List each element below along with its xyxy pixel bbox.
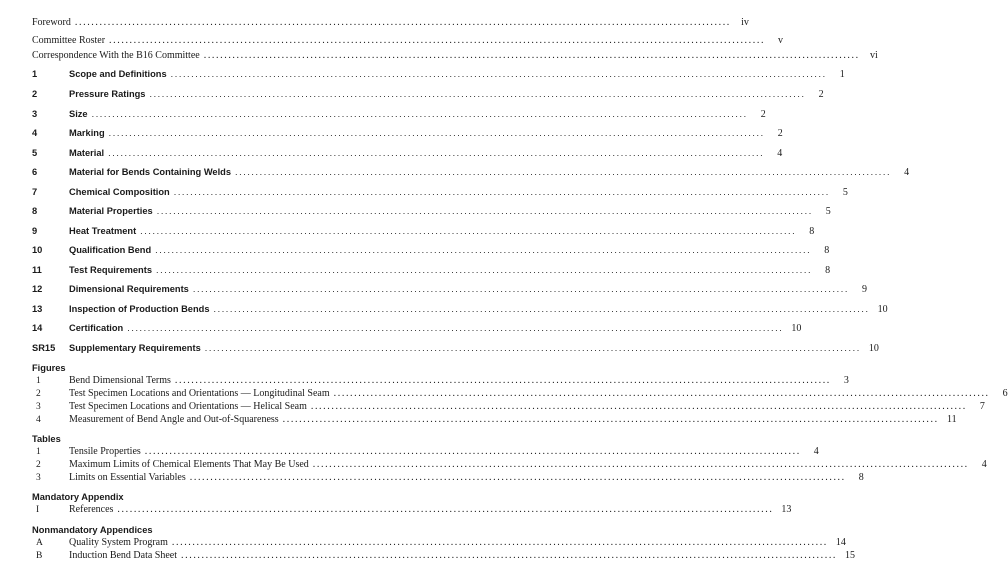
section-number: 5 — [32, 148, 38, 158]
section-number: 3 — [32, 109, 38, 119]
toc-figure-2[interactable] — [32, 388, 1008, 399]
toc-appendix-B[interactable] — [32, 550, 856, 561]
toc-section-5[interactable] — [32, 148, 783, 159]
appendix-title: Induction Bend Data Sheet — [69, 550, 178, 561]
dot-leader: ................................................................................................................................................................ — [117, 504, 774, 515]
figure-page: 3 — [843, 375, 849, 386]
dot-leader: ................................................................................................................................................................ — [181, 550, 838, 561]
dot-leader: ................................................................................................................................................................ — [156, 206, 813, 216]
dot-leader: ................................................................................................................................................................ — [174, 375, 831, 386]
figure-number: 3 — [36, 402, 41, 412]
toc-entry-title: Correspondence With the B16 Committee — [32, 50, 200, 61]
section-page: 4 — [777, 148, 783, 159]
toc-appendix-A[interactable] — [32, 537, 846, 548]
dot-leader: ................................................................................................................................................................ — [310, 401, 967, 412]
section-number: 2 — [32, 89, 38, 99]
figure-number: 4 — [36, 415, 41, 425]
table-page: 4 — [813, 446, 819, 457]
section-page: 2 — [818, 89, 824, 100]
table-title: Tensile Properties — [69, 446, 141, 457]
section-page: 10 — [877, 304, 888, 315]
dot-leader: ................................................................................................................................................................ — [203, 50, 860, 61]
section-number: 7 — [32, 187, 38, 197]
dot-leader: ................................................................................................................................................................ — [333, 388, 990, 399]
section-number: 13 — [32, 304, 43, 314]
toc-section-4[interactable] — [32, 128, 783, 139]
section-page: 5 — [842, 187, 848, 198]
toc-appendix-I[interactable] — [32, 504, 792, 515]
dot-leader: ................................................................................................................................................................ — [173, 187, 830, 197]
toc-figure-3[interactable] — [32, 401, 985, 412]
toc-entry-committee-roster[interactable] — [32, 35, 784, 46]
dot-leader: ................................................................................................................................................................ — [235, 167, 892, 177]
figure-title: Test Specimen Locations and Orientations — Helical Seam — [69, 401, 307, 412]
section-title: Material — [69, 148, 105, 158]
section-title: Dimensional Requirements — [69, 284, 189, 294]
section-page: 10 — [868, 343, 879, 354]
section-page: 8 — [824, 245, 830, 256]
toc-entry-foreword[interactable] — [32, 17, 749, 28]
dot-leader: ................................................................................................................................................................ — [149, 89, 806, 99]
figure-number: 1 — [36, 376, 41, 386]
section-title: Heat Treatment — [69, 226, 137, 236]
section-page: 8 — [809, 226, 815, 237]
table-number: 1 — [36, 447, 41, 457]
section-title: Test Requirements — [69, 265, 153, 275]
toc-section-9[interactable] — [32, 226, 815, 237]
toc-entry-title: Foreword — [32, 17, 71, 28]
dot-leader: ................................................................................................................................................................ — [108, 148, 765, 158]
toc-figure-1[interactable] — [32, 375, 849, 386]
toc-entry-page: iv — [741, 17, 749, 28]
section-page: 4 — [904, 167, 910, 178]
figure-page: 7 — [979, 401, 985, 412]
toc-table-1[interactable] — [32, 446, 819, 457]
appendix-title: References — [69, 504, 114, 515]
dot-leader: ................................................................................................................................................................ — [127, 323, 784, 333]
appendix-page: 13 — [781, 504, 792, 515]
section-page: 2 — [777, 128, 783, 139]
figure-page: 6 — [1002, 388, 1008, 399]
table-title: Maximum Limits of Chemical Elements That May Be Used — [69, 459, 309, 470]
toc-entry-page: vi — [869, 50, 878, 61]
section-number: 11 — [32, 265, 42, 275]
section-page: 9 — [861, 284, 867, 295]
toc-figure-4[interactable] — [32, 414, 957, 425]
section-number: 4 — [32, 128, 38, 138]
appendix-page: 15 — [845, 550, 856, 561]
section-title: Size — [69, 109, 88, 119]
dot-leader: ................................................................................................................................................................ — [204, 343, 861, 353]
section-title: Material for Bends Containing Welds — [69, 167, 232, 177]
section-title: Certification — [69, 323, 124, 333]
table-number: 3 — [36, 473, 41, 483]
toc-section-12[interactable] — [32, 284, 867, 295]
section-title: Marking — [69, 128, 105, 138]
section-page: 8 — [825, 265, 831, 276]
toc-entry-title: Committee Roster — [32, 35, 106, 46]
toc-section-11[interactable] — [32, 265, 831, 276]
section-page: 10 — [791, 323, 802, 334]
section-page: 1 — [839, 69, 845, 80]
toc-entry-correspondence[interactable] — [32, 50, 878, 61]
dot-leader: ................................................................................................................................................................ — [312, 459, 969, 470]
section-number: 12 — [32, 284, 43, 294]
toc-section-2[interactable] — [32, 89, 824, 100]
section-number: SR15 — [32, 343, 56, 353]
dot-leader: ................................................................................................................................................................ — [192, 284, 849, 294]
toc-section-8[interactable] — [32, 206, 831, 217]
table-number: 2 — [36, 460, 41, 470]
toc-section-1[interactable] — [32, 69, 845, 80]
section-title: Scope and Definitions — [69, 69, 167, 79]
toc-table-2[interactable] — [32, 459, 987, 470]
dot-leader: ................................................................................................................................................................ — [156, 265, 813, 275]
appendix-title: Quality System Program — [69, 537, 168, 548]
section-page: 2 — [760, 109, 766, 120]
appendix-number: B — [36, 551, 43, 561]
tables-heading: Tables — [32, 434, 61, 444]
section-number: 14 — [32, 323, 43, 333]
dot-leader: ................................................................................................................................................................ — [140, 226, 797, 236]
dot-leader: ................................................................................................................................................................ — [144, 446, 801, 457]
toc-section-7[interactable] — [32, 187, 848, 198]
appendix-page: 14 — [835, 537, 846, 548]
toc-section-10[interactable] — [32, 245, 830, 256]
toc-section-sr15[interactable] — [32, 343, 879, 354]
dot-leader: ................................................................................................................................................................ — [155, 245, 812, 255]
toc-table-3[interactable] — [32, 472, 864, 483]
toc-section-13[interactable] — [32, 304, 888, 315]
section-number: 9 — [32, 226, 38, 236]
toc-section-6[interactable] — [32, 167, 910, 178]
section-number: 6 — [32, 167, 38, 177]
section-number: 10 — [32, 245, 43, 255]
dot-leader: ................................................................................................................................................................ — [74, 17, 731, 28]
section-number: 8 — [32, 206, 38, 216]
appendix-number: A — [36, 538, 43, 548]
figure-title: Measurement of Bend Angle and Out-of-Squareness — [69, 414, 279, 425]
section-title: Supplementary Requirements — [69, 343, 201, 353]
dot-leader: ................................................................................................................................................................ — [213, 304, 870, 314]
dot-leader: ................................................................................................................................................................ — [170, 69, 827, 79]
dot-leader: ................................................................................................................................................................ — [282, 414, 939, 425]
dot-leader: ................................................................................................................................................................ — [108, 128, 765, 138]
section-title: Inspection of Production Bends — [69, 304, 210, 314]
figures-heading: Figures — [32, 363, 66, 373]
mandatory-appendix-heading: Mandatory Appendix — [32, 492, 124, 502]
dot-leader: ................................................................................................................................................................ — [189, 472, 846, 483]
appendix-number: I — [36, 505, 40, 515]
section-number: 1 — [32, 69, 38, 79]
dot-leader: ................................................................................................................................................................ — [91, 109, 748, 119]
toc-section-3[interactable] — [32, 109, 766, 120]
nonmandatory-appendices-heading: Nonmandatory Appendices — [32, 525, 153, 535]
section-page: 5 — [825, 206, 831, 217]
figure-title: Test Specimen Locations and Orientations — Longitudinal Seam — [69, 388, 330, 399]
section-title: Qualification Bend — [69, 245, 152, 255]
dot-leader: ................................................................................................................................................................ — [171, 537, 828, 548]
figure-title: Bend Dimensional Terms — [69, 375, 171, 386]
section-title: Material Properties — [69, 206, 153, 216]
table-page: 4 — [981, 459, 987, 470]
section-title: Chemical Composition — [69, 187, 170, 197]
figure-page: 11 — [947, 414, 957, 425]
table-title: Limits on Essential Variables — [69, 472, 186, 483]
toc-section-14[interactable] — [32, 323, 802, 334]
dot-leader: ................................................................................................................................................................ — [109, 35, 766, 46]
table-page: 8 — [858, 472, 864, 483]
figure-number: 2 — [36, 389, 41, 399]
section-title: Pressure Ratings — [69, 89, 146, 99]
toc-entry-page: v — [778, 35, 784, 46]
